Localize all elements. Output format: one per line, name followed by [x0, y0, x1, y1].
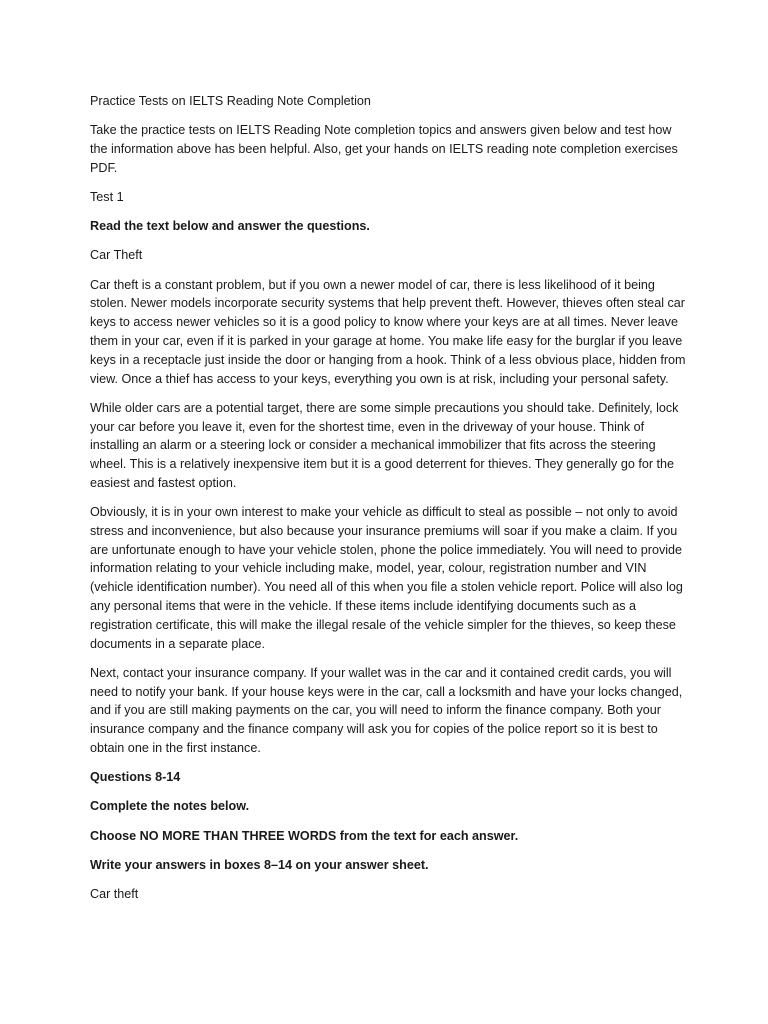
- passage-paragraph-1: Car theft is a constant problem, but if you own a newer model of car, there is less likelihood of it being stolen. Newer models incorporate security systems that help prevent theft. However, thieves often steal car keys to access newer vehicles so it is a good policy to know where your keys are at all times. Never leave them in your car, even if it is parked in your garage at home. You make life easy for the burglar if you leave keys in a receptacle just inside the door or hanging from a hook. Think of a less obvious place, hidden from view. Once a thief has access to your keys, everything you own is at risk, including your personal safety.: [90, 277, 686, 386]
- notes-title: Car theft: [90, 886, 139, 901]
- passage-paragraph-2: While older cars are a potential target, there are some simple precautions you should take. Definitely, lock your car before you leave it, even for the shortest time, even in the driveway of your house. Think of installing an alarm or a steering lock or consider a mechanical immobilizer that fits across the steering wheel. This is a relatively inexpensive item but it is a good deterrent for thieves. They generally go for the easiest and fastest option.: [90, 400, 679, 490]
- passage-paragraph-4: Next, contact your insurance company. If your wallet was in the car and it contained credit cards, you will need to notify your bank. If your house keys were in the car, call a locksmith and have your locks changed, and if you are still making payments on the car, you will need to inform the finance company. Both your insurance company and the finance company will ask you for copies of the police report so it is best to obtain one in the first instance.: [90, 665, 683, 756]
- document-body: [90, 92, 690, 914]
- question-instruction-word-limit: Choose NO MORE THAN THREE WORDS from the text for each answer.: [90, 828, 519, 843]
- document-heading: Practice Tests on IELTS Reading Note Completion: [90, 94, 371, 108]
- test-label: Test 1: [90, 189, 124, 204]
- reading-instruction: Read the text below and answer the questions.: [90, 219, 370, 234]
- passage-title: Car Theft: [90, 248, 143, 263]
- question-instruction-complete: Complete the notes below.: [90, 799, 250, 814]
- passage-paragraph-3: Obviously, it is in your own interest to make your vehicle as difficult to steal as possible – not only to avoid stress and inconvenience, but also because your insurance premiums will soar if you make a claim. If you are unfortunate enough to have your vehicle stolen, phone the police immediately. You will need to provide information relating to your vehicle including make, model, year, colour, registration number and VIN (vehicle identification number). You need all of this when you file a stolen vehicle report. Police will also log any personal items that were in the vehicle. If these items include identifying documents such as a registration certificate, this will make the illegal resale of the vehicle simpler for the thieves, so keep these documents in a separate place.: [90, 505, 683, 651]
- questions-heading: Questions 8-14: [90, 770, 181, 785]
- question-instruction-answer-sheet: Write your answers in boxes 8–14 on your answer sheet.: [90, 857, 429, 872]
- intro-paragraph: Take the practice tests on IELTS Reading Note completion topics and answers given below and test how the information above has been helpful. Also, get your hands on IELTS reading note completion exercises PDF.: [90, 123, 678, 175]
